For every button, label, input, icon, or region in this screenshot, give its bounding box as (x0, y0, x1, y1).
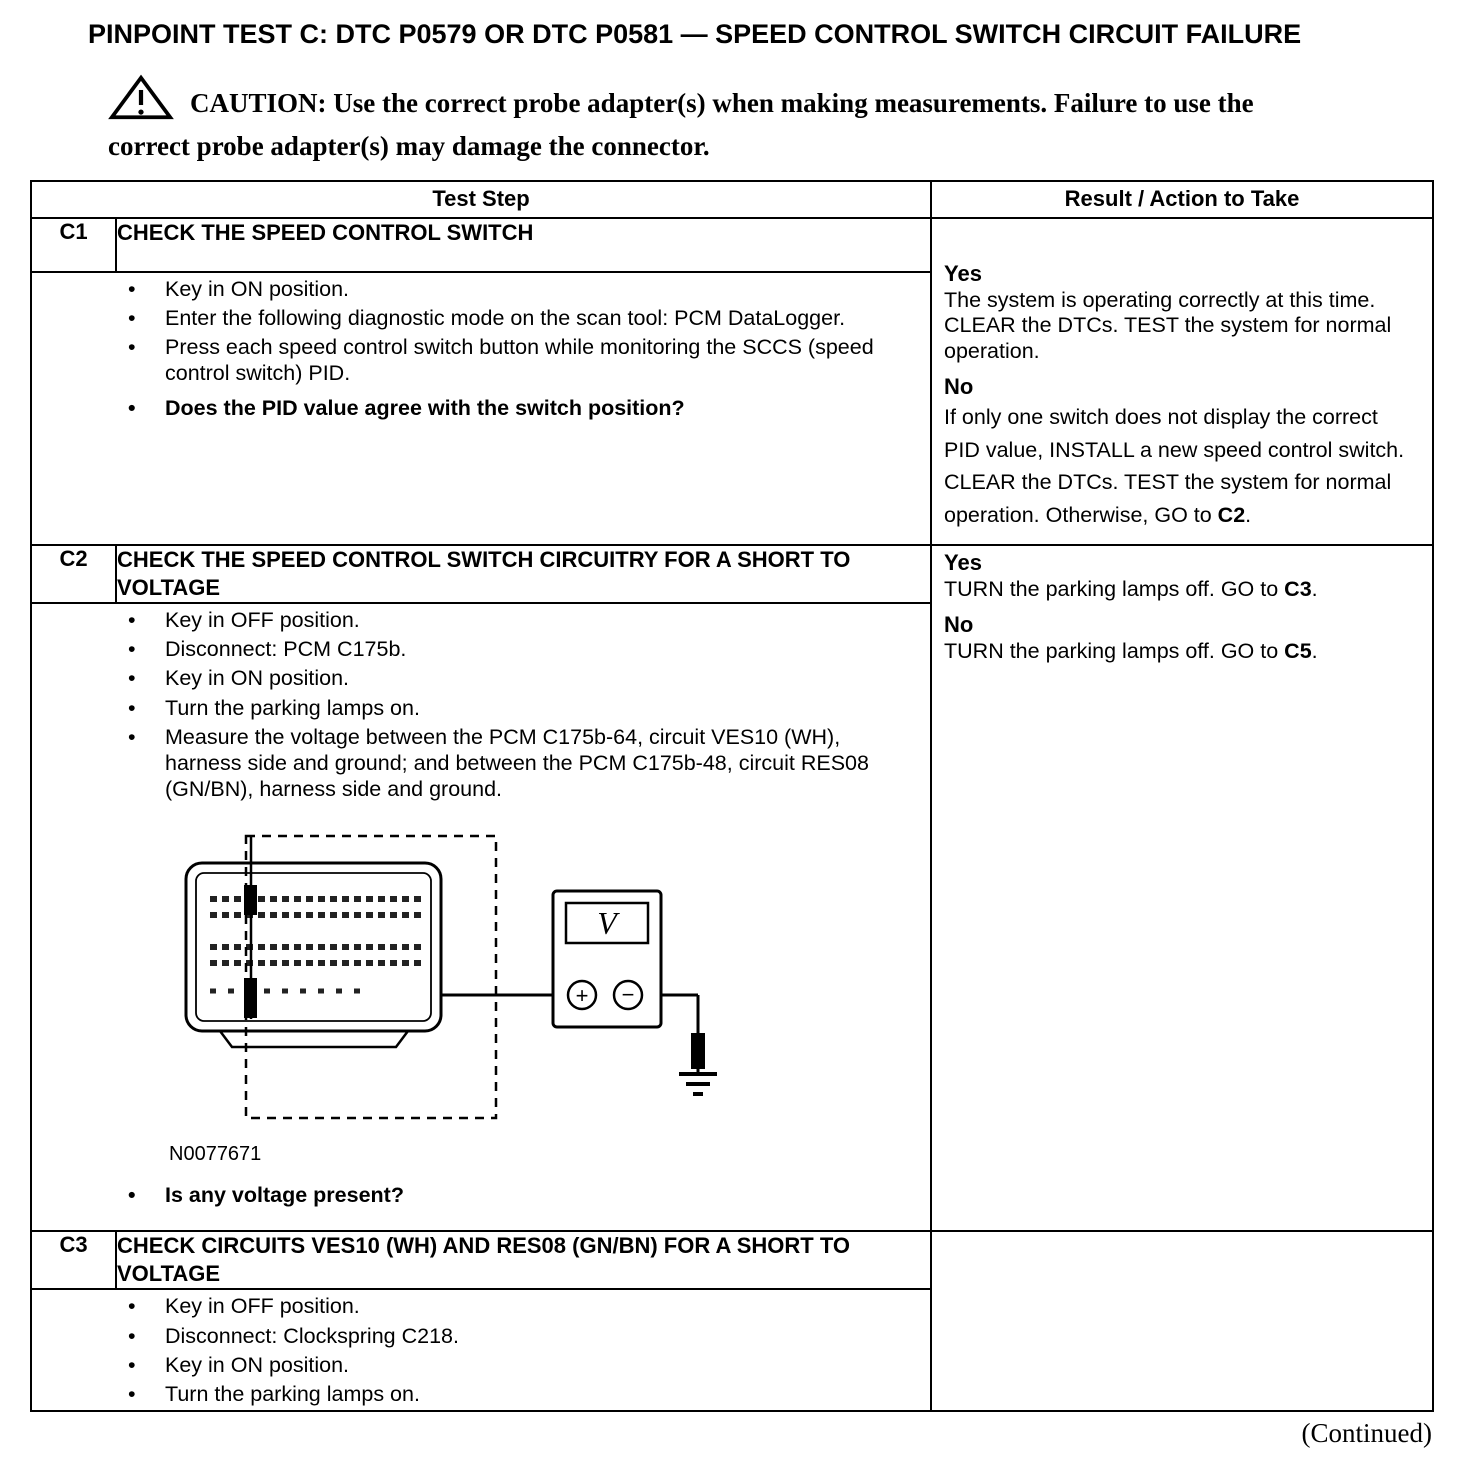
list-item: • Press each speed control switch button while monitoring the SCCS (speed control switch) PID. (32, 334, 912, 386)
step-title-c1: CHECK THE SPEED CONTROL SWITCH (116, 218, 931, 272)
step-id-c2: C2 (31, 545, 116, 603)
result-cell-c1 (931, 218, 1433, 545)
result-yes-text-c1: The system is operating correctly at this time. CLEAR the DTCs. TEST the system for normal operation. (944, 287, 1392, 363)
column-header-test-step: Test Step (31, 181, 931, 218)
step-id-c3: C3 (31, 1231, 116, 1289)
list-item: • Disconnect: PCM C175b. (32, 636, 912, 662)
step-body-c1 (31, 272, 931, 545)
step-question-c2: • Is any voltage present? (32, 1182, 912, 1208)
result-yes-label-c2: Yes (944, 549, 982, 575)
step-title-c2: CHECK THE SPEED CONTROL SWITCH CIRCUITRY FOR A SHORT TO VOLTAGE (116, 545, 931, 603)
figure-number: N0077671 (169, 1142, 262, 1165)
result-no-label-c1: No (944, 373, 974, 399)
goto-target-c2: C2 (1217, 502, 1246, 527)
caution-note (108, 74, 1313, 164)
step-header-row-c1 (31, 218, 1433, 272)
negative-terminal-label: − (621, 981, 635, 1007)
result-no-text-c1: If only one switch does not display the correct PID value, INSTALL a new speed control switch. CLEAR the DTCs. TEST the system for normal operation. Otherwise, GO to C2. (944, 404, 1405, 527)
step-header-row-c2 (31, 545, 1433, 603)
result-yes-text-c2: TURN the parking lamps off. GO to C3. (944, 576, 1318, 601)
table-header-row (31, 181, 1433, 218)
step-id-c1: C1 (31, 218, 116, 272)
list-item: • Key in ON position. (32, 276, 912, 302)
list-item: • Turn the parking lamps on. (32, 1381, 912, 1407)
pcm-connector-voltmeter-figure (158, 833, 930, 1139)
step-question-c1: • Does the PID value agree with the switch position? (32, 395, 912, 421)
step-question-list-c2 (32, 1182, 930, 1208)
dashed-boundary-box (246, 836, 496, 1118)
result-cell-c2 (931, 545, 1433, 1231)
voltmeter-display-symbol: V (597, 904, 617, 941)
step-header-row-c3 (31, 1231, 1433, 1289)
step-body-c2 (31, 603, 931, 1231)
column-header-result: Result / Action to Take (931, 181, 1433, 218)
list-item: • Turn the parking lamps on. (32, 695, 912, 721)
step-instructions-c3 (32, 1293, 930, 1407)
result-cell-c3 (931, 1231, 1433, 1411)
list-item: • Key in OFF position. (32, 1293, 912, 1319)
ground-symbol (679, 1074, 717, 1094)
voltmeter (553, 891, 661, 1027)
list-item: • Key in ON position. (32, 665, 912, 691)
list-item: • Key in OFF position. (32, 607, 912, 633)
goto-target-c5: C5 (1284, 639, 1312, 664)
pinpoint-test-table (30, 180, 1434, 1412)
step-body-c3 (31, 1289, 931, 1411)
caution-label: CAUTION: (190, 88, 327, 119)
step-instructions-c2 (32, 607, 930, 803)
step-title-c3: CHECK CIRCUITS VES10 (WH) AND RES08 (GN/BN) FOR A SHORT TO VOLTAGE (116, 1231, 931, 1289)
result-no-label-c2: No (944, 612, 974, 638)
ground-probe-plug (691, 1033, 705, 1069)
warning-triangle-icon (108, 74, 174, 130)
positive-terminal-label: + (575, 982, 589, 1008)
list-item: • Enter the following diagnostic mode on the scan tool: PCM DataLogger. (32, 305, 912, 331)
goto-target-c3: C3 (1284, 576, 1312, 601)
continued-note: (Continued) (1301, 1418, 1432, 1449)
list-item: • Measure the voltage between the PCM C175b-64, circuit VES10 (WH), harness side and ground; and between the PCM C175b-48, circuit RES08 (GN/BN), harness side and ground. (32, 724, 912, 803)
page-title: PINPOINT TEST C: DTC P0579 OR DTC P0581 — SPEED CONTROL SWITCH CIRCUIT FAILURE (88, 19, 1302, 49)
list-item: • Key in ON position. (32, 1352, 912, 1378)
step-instructions-c1 (32, 276, 930, 421)
result-no-text-c2: TURN the parking lamps off. GO to C5. (944, 639, 1318, 664)
result-yes-label-c1: Yes (944, 260, 982, 286)
caution-text: Use the correct probe adapter(s) when making measurements. Failure to use the correct probe adapter(s) may damage the connector. (108, 88, 1254, 162)
list-item: • Disconnect: Clockspring C218. (32, 1323, 912, 1349)
